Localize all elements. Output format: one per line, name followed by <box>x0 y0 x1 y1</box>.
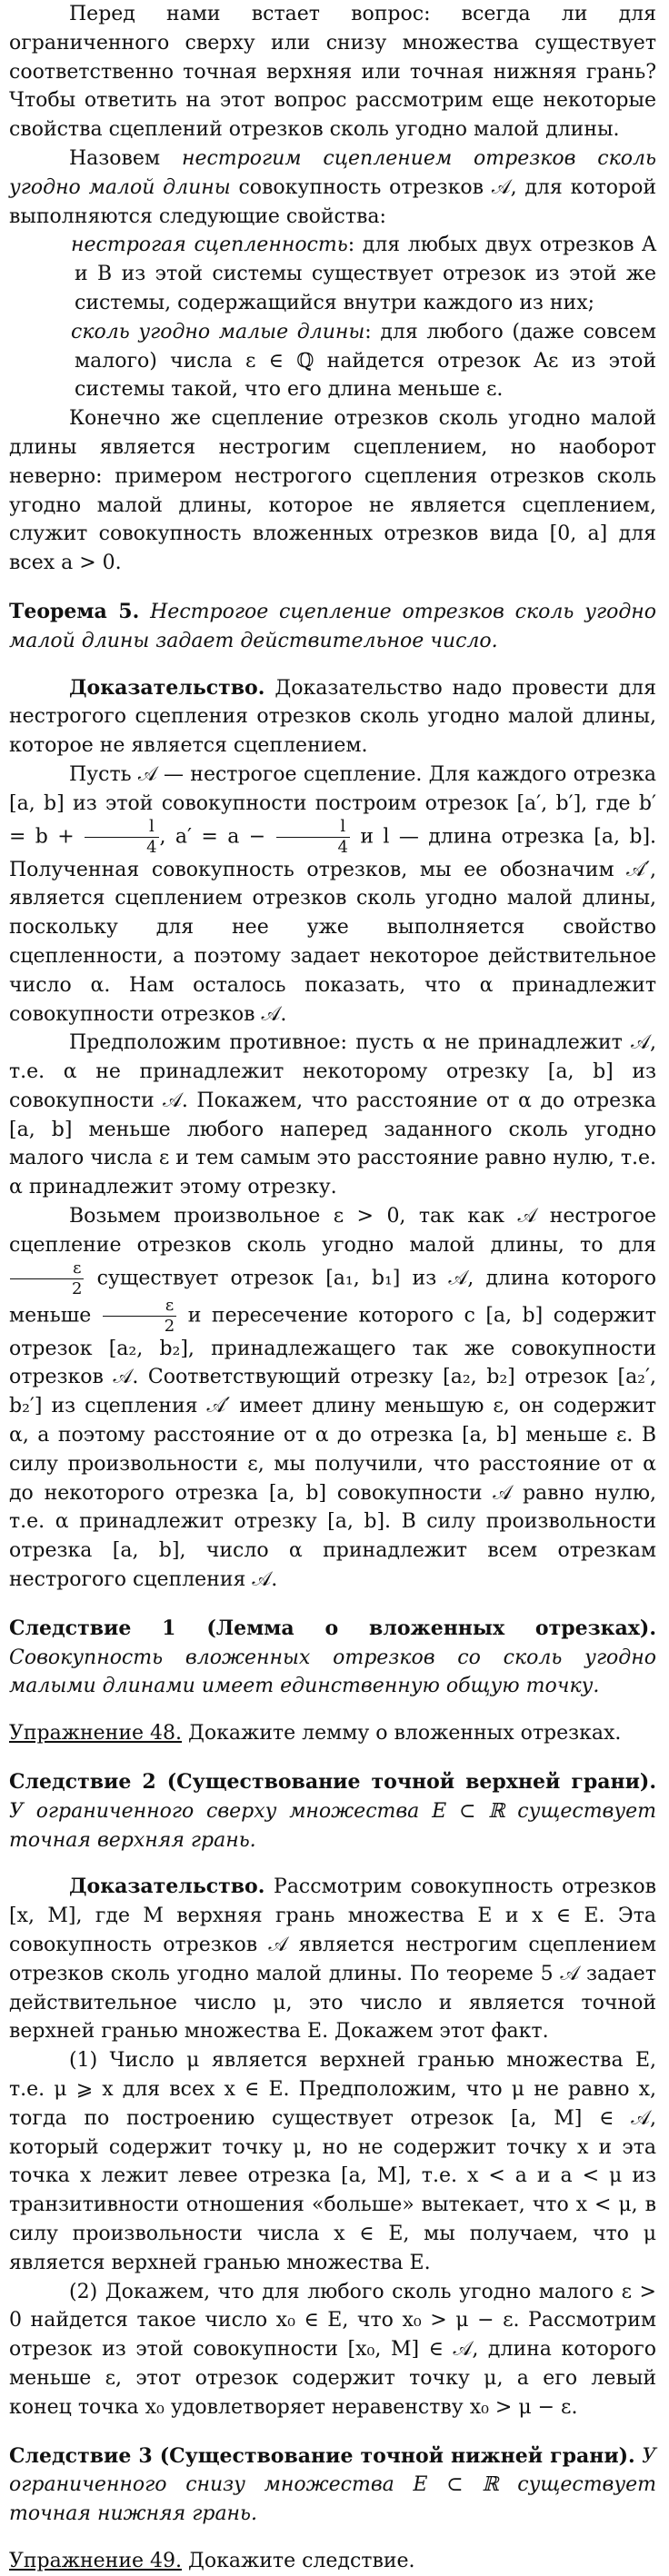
corollary-1 <box>9 1615 656 1701</box>
proof-2-text-1: Рассмотрим совокупность отрезков [x, M], где M верхняя грань множества E и x ∈ E. Эта совокупность отрезков 𝒜 является нестрогим сцеплением отрезков сколь угодно малой длины. По теореме 5 𝒜 задает действительное число μ, это число и является точной верхней гранью множества E. Докажем этот факт. <box>9 1875 656 2044</box>
fraction-l-over-4 <box>85 816 158 857</box>
fraction-denominator: 2 <box>72 1278 83 1298</box>
property-1-term: нестрогая сцепленность <box>71 234 348 257</box>
property-2-term: сколь угодно малые длины <box>71 320 365 343</box>
property-list <box>9 231 656 404</box>
proof-2-paragraph-1 <box>9 1873 656 2046</box>
property-2-text: : для любого (даже совсем малого) числа ε ∈ ℚ найдется отрезок Aε из этой системы такой, что его длина меньше ε. <box>75 320 656 402</box>
corollary-1-statement: Совокупность вложенных отрезков со сколь угодно малыми длинами имеет единственную общую точку. <box>9 1646 656 1698</box>
intro-p2-start: Назовем <box>69 146 161 170</box>
theorem-statement: Нестрогое сцепление отрезков сколь угодно малой длины задает действительное число. <box>9 600 657 652</box>
corollary-3-statement: У ограниченного снизу множества E ⊂ ℝ существует точная нижняя грань. <box>9 2444 656 2526</box>
corollary-2 <box>9 1768 656 1855</box>
proof-5-text-2a: Пусть 𝒜 — нестрогое сцепление. Для каждого отрезка [a, b] из этой совокупности построим отрезок [a′, b′], где b′ = b + <box>9 762 656 849</box>
proof-heading: Доказательство. <box>69 675 265 700</box>
intro-paragraph-1: Перед нами встает вопрос: всегда ли для ограниченного сверху или снизу множества существует соответственно точная верхняя или точная нижняя грань? Чтобы ответить на этот вопрос рассмотрим еще некоторые свойства сцеплений отрезков сколь угодно малой длины. <box>9 3 656 142</box>
fraction-numerator: ε <box>10 1260 84 1279</box>
fraction-eps-over-2 <box>10 1260 84 1298</box>
corollary-3-title: Следствие 3 (Существование точной нижней грани). <box>9 2443 635 2468</box>
corollary-2-title: Следствие 2 (Существование точной верхней грани). <box>9 1770 656 1795</box>
proof-2-paragraph-2: (1) Число μ является верхней гранью множества E, т.е. μ ⩾ x для всех x ∈ E. Предположим, что μ не равно x, тогда по построению существует отрезок [a, M] ∈ 𝒜, который содержит точку μ, но не содержит точку x и эта точка x лежит левее отрезка [a, M], т.е. x < a и a < μ из транзитивности отношения «больше» вытекает, что x < μ, в силу произвольности числа x ∈ E, мы получаем, что μ является верхней гранью множества E. <box>9 2049 656 2274</box>
fraction-numerator: l <box>85 819 158 838</box>
fraction-l-over-4-second <box>276 816 350 857</box>
corollary-1-title: Следствие 1 (Лемма о вложенных отрезках). <box>9 1616 656 1640</box>
proof-5-text-1: Доказательство надо провести для нестрогого сцепления отрезков сколь угодно малой длины, которое не является сцеплением. <box>9 676 656 758</box>
proof-5-text-2b: , a′ = a − <box>159 825 266 849</box>
exercise-48-label: Упражнение 48. <box>9 1722 183 1746</box>
intro-paragraph-3: Конечно же сцепление отрезков сколь угодно малой длины является нестрогим сцеплением, но наоборот неверно: примером нестрогого сцепления отрезков сколь угодно малой длины, которое не является сцеплением, служит совокупность вложенных отрезков вида [0, a] для всех a > 0. <box>9 407 656 575</box>
corollary-2-statement: У ограниченного сверху множества E ⊂ ℝ существует точная верхняя грань. <box>9 1799 656 1852</box>
fraction-denominator: 4 <box>146 837 157 857</box>
proof-5-paragraph-2 <box>9 761 656 1029</box>
proof-5-paragraph-1 <box>9 674 656 761</box>
exercise-49-label: Упражнение 49. <box>9 2549 183 2572</box>
proof-5-text-4b: существует отрезок [a₁, b₁] из 𝒜, длина которого меньше <box>9 1267 656 1328</box>
fraction-denominator: 2 <box>164 1316 175 1336</box>
fraction-eps-over-2-second <box>103 1295 176 1336</box>
fraction-numerator: l <box>276 819 350 838</box>
exercise-49-text: Докажите следствие. <box>188 2549 415 2572</box>
theorem-title: Теорема 5. <box>9 599 140 623</box>
intro-paragraph-2 <box>9 144 656 231</box>
corollary-3 <box>9 2442 656 2529</box>
property-1-text: : для любых двух отрезков A и B из этой системы существует отрезок из этой же системы, содержащийся внутри каждого из них; <box>75 234 656 314</box>
proof-2-paragraph-3: (2) Докажем, что для любого сколь угодно малого ε > 0 найдется такое число x₀ ∈ E, что x₀ > μ − ε. Рассмотрим отрезок из этой совокупности [x₀, M] ∈ 𝒜, длина которого меньше ε, этот отрезок содержит точку μ, а его левый конец точка x₀ удовлетворяет неравенству x₀ > μ − ε. <box>9 2280 656 2419</box>
intro-p2-end: совокупность отрезков 𝒜, для которой выполняются следующие свойства: <box>9 175 656 228</box>
property-item-2 <box>71 318 656 404</box>
definition-term: нестрогим сцеплением отрезков сколь угодно малой длины <box>9 146 656 199</box>
theorem-5 <box>9 598 656 656</box>
proof-2-heading: Доказательство. <box>69 1875 265 1899</box>
proof-5-text-2c: и l — длина отрезка [a, b]. Полученная совокупность отрезков, мы ее обозначим 𝒜′, является сцеплением отрезков сколь угодно малой длины, поскольку для нее уже выполняется свойство сцепленности, а поэтому задает некоторое действительное число α. Нам осталось показать, что α принадлежит совокупности отрезков 𝒜. <box>9 825 657 1026</box>
proof-5-text-4c: и пересечение которого с [a, b] содержит отрезок [a₂, b₂], принадлежащего так же совокупности отрезков 𝒜. Соответствующий отрезку [a₂, b₂] отрезок [a₂′, b₂′] из сцепления 𝒜′ имеет длину меньшую ε, он содержит α, а поэтому расстояние от α до отрезка [a, b] меньше ε. В силу произвольности ε, мы получили, что расстояние от α до некоторого отрезка [a, b] совокупности 𝒜 равно нулю, т.е. α принадлежит отрезку [a, b]. В силу произвольности отрезка [a, b], число α принадлежит всем отрезкам нестрогого сцепления 𝒜. <box>9 1304 656 1592</box>
exercise-48-text: Докажите лемму о вложенных отрезках. <box>188 1722 622 1746</box>
proof-5-paragraph-3: Предположим противное: пусть α не принадлежит 𝒜, т.е. α не принадлежит некоторому отрезку [a, b] из совокупности 𝒜. Покажем, что расстояние от α до отрезка [a, b] меньше любого наперед заданного сколь угодно малого числа ε и тем самым это расстояние равно нулю, т.е. α принадлежит этому отрезку. <box>9 1031 656 1199</box>
exercise-48 <box>9 1719 656 1748</box>
proof-5-text-4a: Возьмем произвольное ε > 0, так как 𝒜 нестрогое сцепление отрезков сколь угодно малой длины, то для <box>9 1205 656 1257</box>
property-item-1 <box>71 231 656 317</box>
fraction-denominator: 4 <box>337 837 348 857</box>
fraction-numerator: ε <box>103 1298 176 1317</box>
proof-5-paragraph-4 <box>9 1202 656 1595</box>
